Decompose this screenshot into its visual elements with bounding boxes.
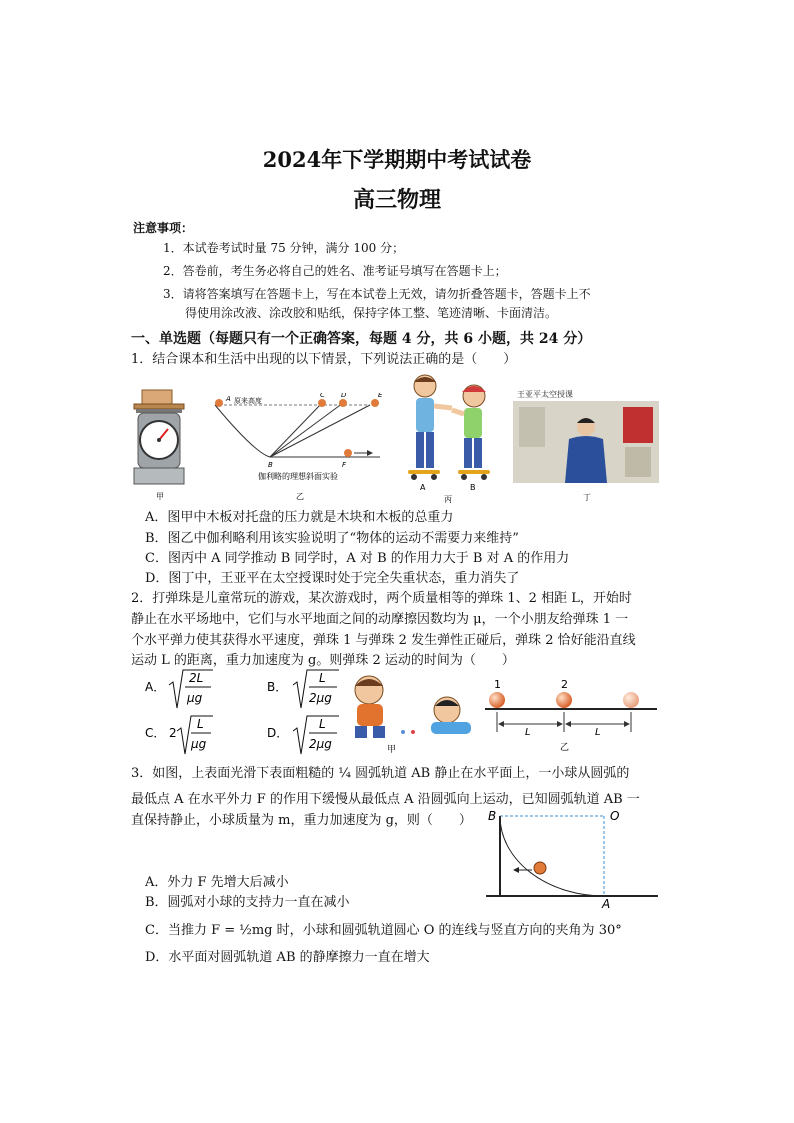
q1-option-c: C．图丙中 A 同学推动 B 同学时，A 对 B 的作用力大于 B 对 A 的作用力 — [145, 551, 570, 566]
q2-line-3: 个水平弹力使其获得水平速度，弹珠 1 与弹珠 2 发生弹性正碰后，弹珠 2 恰好能沿直线 — [131, 633, 636, 648]
svg-text:E: E — [378, 393, 383, 399]
q1-fig-label-jia: 甲 — [156, 492, 164, 501]
q2-option-b-letter: B． — [267, 680, 288, 694]
notice-item-1: 1．本试卷考试时量 75 分钟，满分 100 分； — [163, 241, 405, 255]
q2-line-2: 静止在水平场地中，它们与水平地面之间的动摩擦因数均为 μ，一个小朋友给弹珠 1 一 — [131, 612, 629, 627]
q1-option-d: D．图丁中，王亚平在太空授课时处于完全失重状态，重力消失了 — [145, 571, 520, 586]
notice-item-3-cont: 得使用涂改液、涂改胶和贴纸，保持字体工整、笔迹清晰、卡面清洁。 — [185, 306, 558, 320]
q2-line-1: 2．打弹珠是儿童常玩的游戏，某次游戏时，两个质量相等的弹珠 1、2 相距 L，开始时 — [131, 591, 632, 606]
q2-options — [143, 668, 353, 760]
q1-fig-caption: 伽利略的理想斜面实验 — [258, 472, 338, 481]
q1-option-a: A．图甲中木板对托盘的压力就是木块和木板的总重力 — [145, 510, 454, 525]
q3-fig-arc — [486, 806, 662, 910]
q1-fig-scale — [128, 388, 190, 503]
q2-option-a-num: 2L — [189, 671, 204, 685]
q2-option-a-den: μg — [187, 691, 203, 705]
q1-fig-incline — [210, 393, 390, 503]
q3-line-2: 最低点 A 在水平外力 F 的作用下缓慢从最低点 A 沿圆弧向上运动，已知圆弧轨道 AB 一 — [131, 792, 640, 807]
q3-option-a: A．外力 F 先增大后减小 — [145, 875, 289, 890]
q2-option-b-num: L — [319, 671, 326, 685]
q1-fig-height-label: 原来高度 — [234, 397, 262, 405]
q2-line-4: 运动 L 的距离，重力加速度为 g。则弹珠 2 运动的时间为（ ） — [131, 653, 515, 668]
svg-text:B: B — [268, 461, 273, 469]
q1-fig-space-photo — [513, 387, 659, 504]
q2-option-a-letter: A． — [145, 680, 166, 694]
section-heading: 一、单选题（每题只有一个正确答案，每题 4 分，共 6 小题，共 24 分） — [131, 331, 592, 347]
q2-option-c-den: μg — [191, 737, 207, 751]
q1-option-b: B．图乙中伽利略利用该实验说明了“物体的运动不需要力来维持” — [145, 531, 519, 546]
q2-option-c-coef: 2 — [169, 726, 177, 740]
q2-fig-kids — [347, 672, 479, 754]
svg-text:F: F — [342, 461, 347, 469]
q2-option-d-num: L — [319, 717, 326, 731]
notice-heading: 注意事项： — [133, 221, 194, 235]
svg-text:C: C — [320, 393, 325, 399]
q3-line-1: 3．如图，上表面光滑下表面粗糙的 ¼ 圆弧轨道 AB 静止在水平面上，一小球从圆弧的 — [131, 766, 630, 781]
q1-fig-kid-b: B — [470, 483, 476, 492]
exam-title: 2024年下学期期中考试试卷 — [262, 147, 532, 172]
q2-fig-dist-2: L — [595, 727, 601, 738]
q2-fig-dist-1: L — [525, 727, 531, 738]
q3-option-d: D．水平面对圆弧轨道 AB 的静摩擦力一直在增大 — [145, 950, 430, 965]
svg-text:D: D — [341, 393, 347, 399]
q3-fig-label-o: O — [610, 809, 620, 823]
q1-stem: 1．结合课本和生活中出现的以下情景，下列说法正确的是（ ） — [131, 352, 517, 367]
notice-item-2: 2．答卷前，考生务必将自己的姓名、准考证号填写在答题卡上； — [163, 264, 507, 278]
exam-subtitle: 高三物理 — [352, 187, 441, 213]
q2-option-c-letter: C． — [145, 726, 166, 740]
q2-fig-ball1-label: 1 — [494, 678, 501, 691]
q1-fig-kids — [400, 372, 500, 504]
q2-fig-label-yi: 乙 — [560, 743, 570, 753]
q2-option-d-letter: D． — [267, 726, 289, 740]
q3-fig-label-b: B — [488, 809, 497, 823]
q2-fig-label-jia: 甲 — [387, 745, 397, 754]
q2-option-b-den: 2μg — [309, 691, 332, 705]
q1-fig-kid-a: A — [420, 483, 426, 492]
q3-fig-label-a: A — [602, 897, 611, 910]
q1-fig-photo-caption: 王亚平太空授课 — [517, 390, 573, 399]
q2-option-c-num: L — [197, 717, 204, 731]
q3-option-c: C．当推力 F = ½mg 时，小球和圆弧轨道圆心 O 的连线与竖直方向的夹角为 30° — [145, 923, 622, 938]
q1-fig-label-yi: 乙 — [296, 492, 304, 501]
q2-option-d-den: 2μg — [309, 737, 332, 751]
q3-line-3: 直保持静止，小球质量为 m，重力加速度为 g，则（ ） — [131, 813, 472, 828]
q1-fig-label-bing: 丙 — [444, 495, 452, 504]
q2-fig-marbles — [485, 676, 657, 754]
notice-item-3: 3．请将答案填写在答题卡上，写在本试卷上无效，请勿折叠答题卡，答题卡上不 — [163, 287, 591, 301]
q2-fig-ball2-label: 2 — [561, 678, 568, 691]
q3-option-b: B．圆弧对小球的支持力一直在减小 — [145, 895, 350, 910]
q1-fig-label-ding: 丁 — [583, 493, 591, 502]
svg-text:A: A — [226, 395, 231, 403]
